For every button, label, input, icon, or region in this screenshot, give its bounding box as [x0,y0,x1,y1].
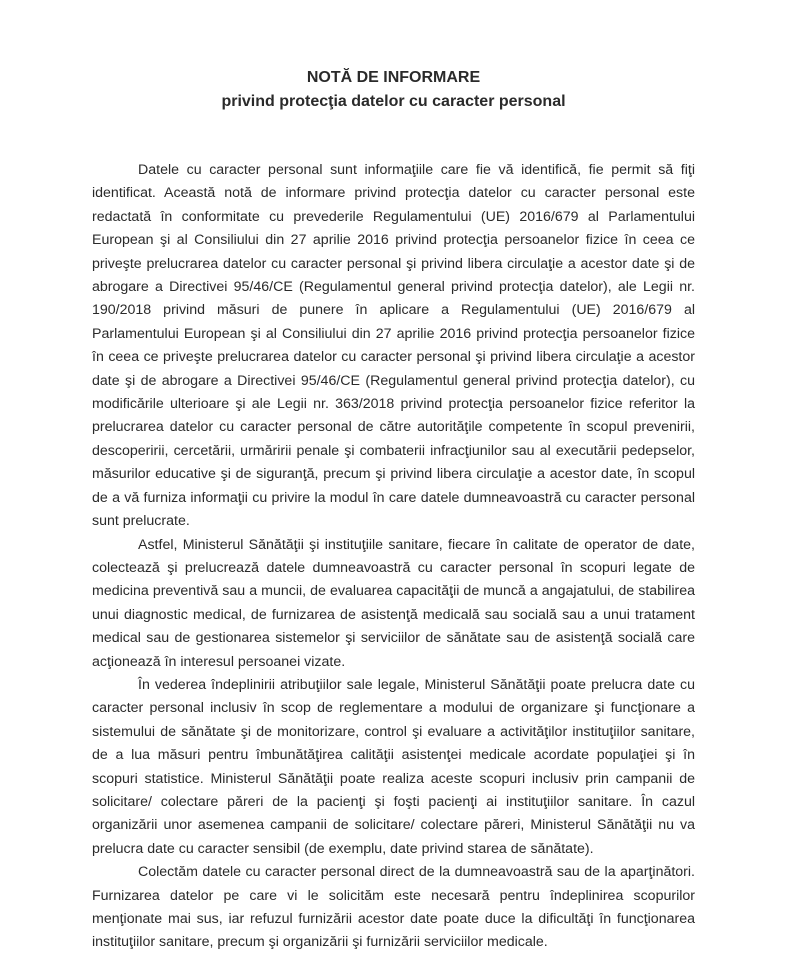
paragraph: Colectăm datele cu caracter personal direct de la dumneavoastră sau de la aparţinători. Furnizarea datelor pe care vi le solicităm este necesară pentru îndeplinirea scopurilor menţionate mai sus, iar refuzul furnizării acestor date poate duce la dificultăţi în funcţionarea instituţiilor sanitare, precum şi organizării şi furnizării serviciilor medicale. [92,864,695,951]
title-block [0,66,787,114]
document-subtitle: privind protecţia datelor cu caracter personal [221,93,566,110]
paragraph: Datele cu caracter personal sunt informaţiile care fie vă identifică, fie permit să fiţi identificat. Această notă de informare privind protecţia datelor cu caracter personal este redactată în conformitate cu prevederile Regulamentului (UE) 2016/679 al Parlamentului European şi al Consiliului din 27 aprilie 2016 privind protecţia persoanelor fizice în ceea ce priveşte prelucrarea datelor cu caracter personal şi privind libera circulaţie a acestor date şi de abrogare a Directivei 95/46/CE (Regulamentul general privind protecţia datelor), ale Legii nr. 190/2018 privind măsuri de punere în aplicare a Regulamentului (UE) 2016/679 al Parlamentului European şi al Consiliului din 27 aprilie 2016 privind protecţia persoanelor fizice în ceea ce priveşte prelucrarea datelor cu caracter personal şi privind libera circulaţie a acestor date şi de abrogare a Directivei 95/46/CE (Regulamentul general privind protecţia datelor), cu modificările ulterioare şi ale Legii nr. 363/2018 privind protecţia persoanelor fizice referitor la prelucrarea datelor cu caracter personal de către autorităţile competente în scopul prevenirii, descoperirii, cercetării, urmăririi penale şi combaterii infracţiunilor sau al executării pedepselor, măsurilor educative şi de siguranţă, precum şi privind libera circulaţie a acestor date, în scopul de a vă furniza informaţii cu privire la modul în care datele dumneavoastră cu caracter personal sunt prelucrate. [92,162,695,530]
document-body [92,159,695,955]
paragraph: În vederea îndeplinirii atribuţiilor sale legale, Ministerul Sănătăţii poate prelucra date cu caracter personal inclusiv în scop de reglementare a modului de organizare şi funcţionare a sistemului de sănătate şi de monitorizare, control şi evaluare a activităţilor instituţiilor sanitare, de a lua măsuri pentru îmbunătăţirea calităţii asistenţei medicale acordate populaţiei şi în scopuri statistice. Ministerul Sănătăţii poate realiza aceste scopuri inclusiv prin campanii de solicitare/ colectare păreri de la pacienţi şi foşti pacienţi ai instituţiilor sanitare. În cazul organizării unor asemenea campanii de solicitare/ colectare păreri, Ministerul Sănătăţii nu va prelucra date cu caracter sensibil (de exemplu, date privind starea de sănătate). [92,676,695,857]
document-title: NOTĂ DE INFORMARE [306,69,481,86]
paragraph: Astfel, Ministerul Sănătăţii şi instituţiile sanitare, fiecare în calitate de operator de date, colectează şi prelucrează datele dumneavoastră cu caracter personal în scopuri legate de medicina preventivă sau a muncii, de evaluarea capacităţii de muncă a angajatului, de stabilirea unui diagnostic medical, de furnizarea de asistenţă medicală sau socială sau a unui tratament medical sau de gestionarea sistemelor şi serviciilor de sănătate sau de asistenţă socială care acţionează în interesul persoanei vizate. [92,536,695,670]
